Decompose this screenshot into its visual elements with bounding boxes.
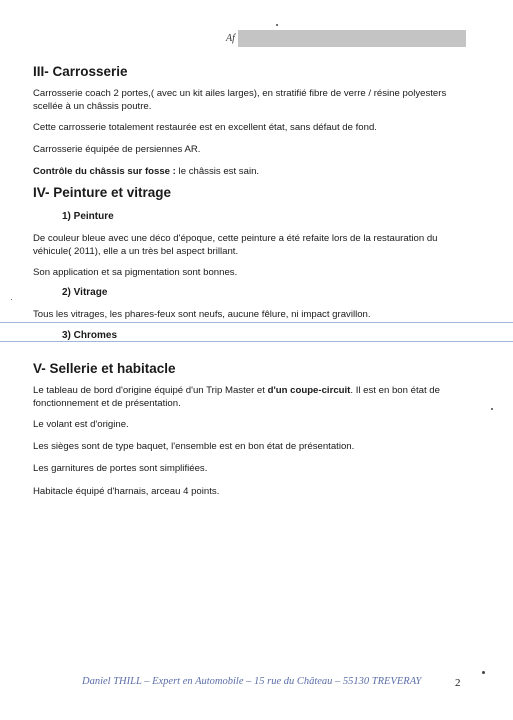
paragraph [33, 384, 473, 410]
paragraph: Le volant est d'origine. [33, 419, 129, 430]
redaction-box [238, 30, 466, 47]
scan-speck [491, 408, 493, 410]
footer-text: Daniel THILL – Expert en Automobile – 15 rue du Château – 55130 TREVERAY [82, 676, 422, 687]
paragraph: De couleur bleue avec une déco d'époque, cette peinture a été refaite lors de la restauration du véhicule( 2011), elle a un très bel aspect brillant. [33, 233, 438, 257]
section-title-sellerie: V- Sellerie et habitacle [33, 361, 176, 376]
text: le châssis est sain. [175, 166, 260, 177]
paragraph: Carrosserie coach 2 portes,( avec un kit ailes larges), en stratifié fibre de verre / résine polyesters scellée à un châssis poutre. [33, 88, 447, 112]
text: . Il est en bon état de fonctionnement et de présentation. [33, 385, 440, 409]
paragraph: Carrosserie équipée de persiennes AR. [33, 144, 201, 155]
subsection-title-vitrage: 2) Vitrage [62, 287, 108, 298]
scan-speck [482, 671, 485, 674]
scan-speck [11, 299, 12, 300]
subsection-title-chromes: 3) Chromes [62, 330, 118, 341]
paragraph: Les garnitures de portes sont simplifiées. [33, 463, 208, 474]
text: Le tableau de bord d'origine équipé d'un Trip Master et [33, 385, 268, 396]
paragraph: Tous les vitrages, les phares-feux sont neufs, aucune fêlure, ni impact gravillon. [33, 309, 371, 320]
bold-label: Contrôle du châssis sur fosse : [33, 166, 176, 177]
section-title-carrosserie: III- Carrosserie [33, 64, 128, 79]
scan-line [0, 341, 513, 342]
scan-speck [276, 24, 278, 26]
paragraph-chassis [33, 165, 473, 178]
bold-text: d'un coupe-circuit [267, 385, 351, 396]
subsection-title-peinture: 1) Peinture [62, 211, 114, 222]
scan-line [0, 322, 513, 323]
paragraph: Cette carrosserie totalement restaurée est en excellent état, sans défaut de fond. [33, 122, 377, 133]
paragraph: Les sièges sont de type baquet, l'ensemble est en bon état de présentation. [33, 441, 355, 452]
header-fragment: Af [226, 33, 235, 44]
page-number: 2 [455, 677, 461, 689]
paragraph: Son application et sa pigmentation sont bonnes. [33, 267, 238, 278]
paragraph: Habitacle équipé d'harnais, arceau 4 points. [33, 486, 220, 497]
section-title-peinture: IV- Peinture et vitrage [33, 185, 172, 200]
